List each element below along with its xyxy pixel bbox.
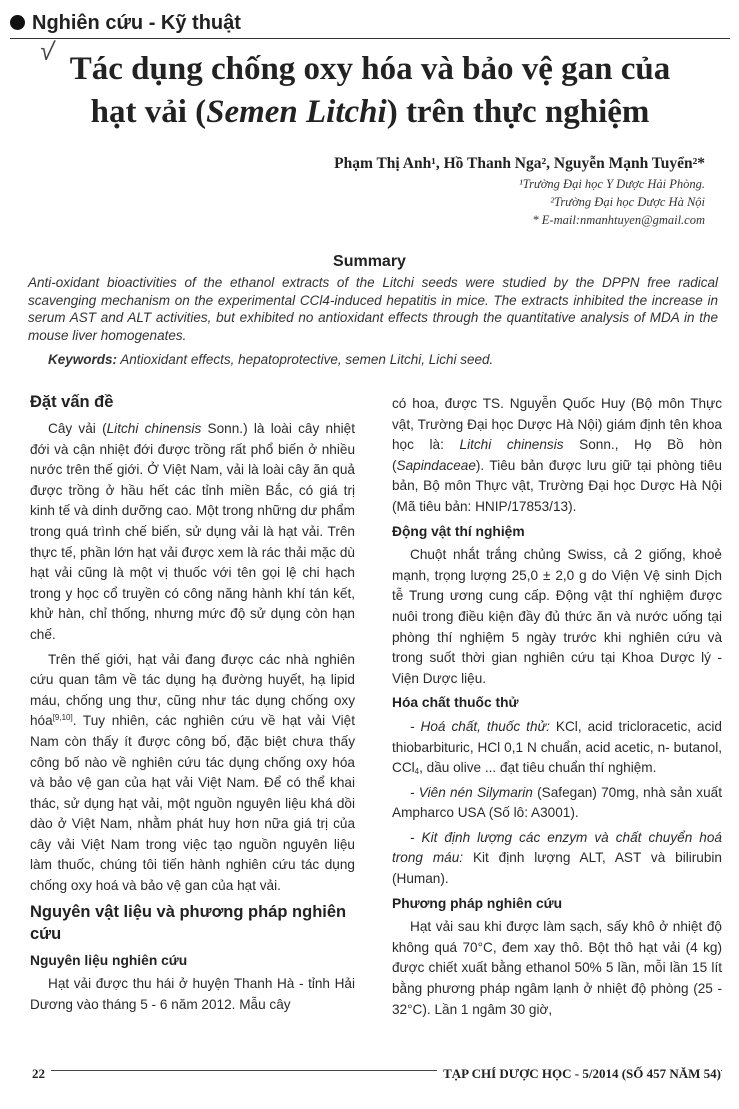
affiliation-1: ¹Trường Đại học Y Dược Hải Phòng. xyxy=(519,177,705,191)
text: Cây vải ( xyxy=(48,421,107,436)
latin-name: Litchi chinensis xyxy=(459,437,564,453)
text: , dầu olive ... đạt tiêu chuẩn thí nghiệm. xyxy=(419,760,657,776)
subscript: 4 xyxy=(414,767,420,777)
paragraph xyxy=(30,650,355,897)
check-mark-icon: √ xyxy=(38,35,57,67)
keywords-list: Antioxidant effects, hepatoprotective, semen Litchi, Lichi seed. xyxy=(117,352,494,367)
bullet-icon xyxy=(10,15,25,30)
heading-chemicals: Hóa chất thuốc thử xyxy=(392,695,519,711)
paragraph xyxy=(392,828,722,890)
page-number: 22 xyxy=(32,1066,51,1082)
text: có hoa, được TS. Nguyễn Quốc Huy (Bộ môn Thực vật, Trường Đại học Dược Hà Nội) giám định tên khoa học là: xyxy=(392,396,722,453)
text: Kit định lượng ALT, AST và bilirubin (Human). xyxy=(392,850,722,887)
paragraph xyxy=(30,419,355,646)
heading-introduction: Đặt vấn đề xyxy=(30,393,114,411)
section-tag xyxy=(10,8,730,39)
paragraph: Hạt vải được thu hái ở huyện Thanh Hà - tỉnh Hải Dương vào tháng 5 - 6 năm 2012. Mẫu cây xyxy=(30,976,355,1012)
summary-text: Anti-oxidant bioactivities of the ethanol extracts of the Litchi seeds were studied by the DPPN free radical scavenging mechanism on the experimental CCl4-induced hepatitis in mice. The extracts inhibited the increase in serum AST and ALT activities, but exhibited no antioxidant effects through the quantitative analysis of MDA in the mouse liver homogenates. xyxy=(28,275,718,343)
affiliation-2: ²Trường Đại học Dược Hà Nội xyxy=(550,195,705,209)
article-title xyxy=(30,48,710,134)
title-latin-name: Semen Litchi xyxy=(206,94,387,130)
item-label: - Kit định lượng các enzym và chất chuyển hoá trong máu: xyxy=(392,829,722,866)
text: Sonn., Họ Bồ hòn ( xyxy=(392,437,723,473)
keywords-label: Keywords: xyxy=(48,352,118,367)
author-email: * E-mail:nmanhtuyen@gmail.com xyxy=(532,213,705,227)
heading-method: Phương pháp nghiên cứu xyxy=(392,895,563,911)
paragraph xyxy=(392,394,722,518)
text: Trên thế giới, hạt vải đang được các nhà nghiên cứu quan tâm về tác dụng hạ đường huyết, hạ lipid máu, chống ung thư, cũng như tác dụng chống oxy hóa xyxy=(30,651,355,729)
title-line-2 xyxy=(30,91,710,134)
title-text-end: ) trên thực nghiệm xyxy=(386,94,650,130)
heading-materials: Nguyên liệu nghiên cứu xyxy=(30,952,188,968)
text: . Tuy nhiên, các nghiên cứu về hạt vải Việt Nam còn thấy ít được công bố, đặc biệt chưa thấy công bố nào về nghiên cứu tác dụng chống oxy hóa và bảo vệ gan của hạt vải Việt Nam. Để có thể khai thác, sử dụng hạt vải, một nguồn nguyên liệu khá dồi dào ở Việt Nam, nhằm phát huy hơn nữa giá trị của cây vải Việt Nam trong việc tạo nguồn nguyên liệu làm thuốc, chúng tôi tiến hành nghiên cứu tác dụng chống oxy hoá và bảo vệ gan của hạt vải. xyxy=(30,713,355,894)
title-text: hạt vải ( xyxy=(90,94,207,130)
citation: [9,10] xyxy=(52,713,73,723)
text: KCl, acid tricloracetic, acid thiobarbituric, HCl 0,1 N chuẩn, acid acetic, n- butanol, CCl xyxy=(392,718,722,776)
right-column xyxy=(392,394,722,1024)
journal-footer: TẠP CHÍ DƯỢC HỌC - 5/2014 (SỐ 457 NĂM 54) xyxy=(437,1066,721,1082)
author-list: Phạm Thị Anh¹, Hồ Thanh Nga², Nguyễn Mạnh Tuyển²* xyxy=(334,155,705,172)
heading-methods: Nguyên vật liệu và phương pháp nghiên cứu xyxy=(30,902,347,943)
heading-animals: Động vật thí nghiệm xyxy=(392,523,525,539)
latin-name: Sapindaceae xyxy=(396,457,476,473)
paragraph: Chuột nhắt trắng chủng Swiss, cả 2 giống, khoẻ mạnh, trọng lượng 25,0 ± 2,0 g do Viện Vệ sinh Dịch tễ Trung ương cung cấp. Động vật thí nghiệm được nuôi trong điều kiện đầy đủ thức ăn và nước uống tại phòng thí nghiệm 5 ngày trước khi nghiên cứu và trong suốt thời gian nghiên cứu tại Khoa Dược lý - Viện Dược liệu. xyxy=(392,547,722,686)
left-column xyxy=(30,387,355,1019)
paragraph: Hạt vải sau khi được làm sạch, sấy khô ở nhiệt độ không quá 70°C, đem xay thô. Bột thô hạt vải (4 kg) được chiết xuất bằng ethanol 50% 5 lần, mỗi lần 15 lít bằng phương pháp ngâm lạnh ở nhiệt độ phòng (25 - 32°C). Lần 1 ngâm 30 giờ, xyxy=(392,919,722,1017)
summary-heading: Summary xyxy=(333,253,406,270)
text: (Safegan) 70mg, nhà sản xuất Ampharco USA (Số lô: A3001). xyxy=(392,784,722,821)
item-label: - Viên nén Silymarin xyxy=(410,784,533,800)
item-label: - Hoá chất, thuốc thử: xyxy=(410,718,550,734)
title-line-1: Tác dụng chống oxy hóa và bảo vệ gan của xyxy=(69,51,671,87)
paragraph xyxy=(392,783,722,824)
section-label: Nghiên cứu - Kỹ thuật xyxy=(32,12,241,34)
latin-name: Litchi chinensis xyxy=(106,421,202,436)
text: ). Tiêu bản được lưu giữ tại phòng tiêu bản, Bộ môn Thực vật, Trường Đại học Dược Hà Nội (Mã tiêu bản: HNIP/17853/13). xyxy=(392,457,722,514)
keywords xyxy=(48,352,718,367)
text: Sonn.) là loài cây nhiệt đới và cận nhiệt đới được trồng rất phổ biến ở nhiều nước trên thế giới. Ở Việt Nam, vải là loài cây ăn quả được trồng ở hầu hết các tỉnh miền Bắc, có giá trị kinh tế và dinh dưỡng cao. Một trong những dư phẩm trong quá trình chế biến, sử dụng vải là hạt vải. Trên thực tế, phần lớn hạt vải được xem là rác thải mặc dù hạt vải cũng là một vị thuốc với tên gọi lệ chi hạch trong y học cổ truyền có công năng hành khí tán kết, khử hàn, chỉ thống, nhưng mức độ sử dụng còn hạn chế. xyxy=(30,421,356,642)
paragraph xyxy=(392,717,722,779)
